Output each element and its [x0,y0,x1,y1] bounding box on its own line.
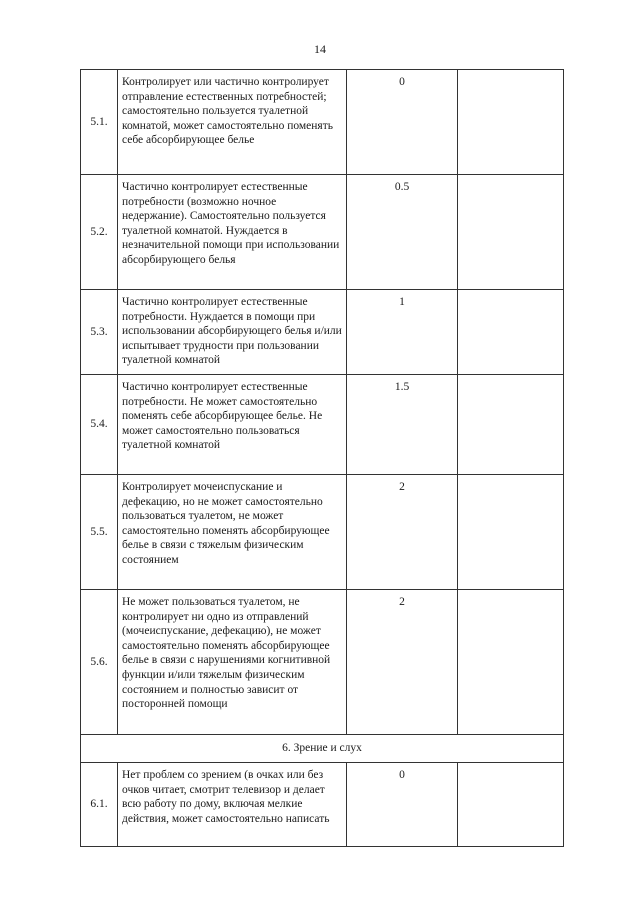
item-empty-cell [458,475,564,590]
table-row [81,475,564,590]
table-row [81,375,564,475]
item-empty-cell [458,290,564,375]
item-empty-cell [458,590,564,735]
item-score: 2 [347,475,458,590]
item-score: 0.5 [347,175,458,290]
item-number: 5.2. [81,175,118,290]
table-row [81,590,564,735]
section-title: 6. Зрение и слух [81,735,564,763]
item-description: Не может пользоваться туалетом, не контролирует ни одно из отправлений (мочеиспускание, дефекацию), не может самостоятельно поменять абсорбирующее белье в связи с нарушениями когнитивной функции и/или тяжелым физическим состоянием и полностью зависит от посторонней помощи [118,590,347,735]
assessment-table [80,69,564,847]
page-number: 14 [314,42,326,56]
item-empty-cell [458,70,564,175]
item-number: 5.4. [81,375,118,475]
item-description: Частично контролирует естественные потребности. Нуждается в помощи при использовании абсорбирующего белья и/или испытывает трудности при пользовании туалетной комнатой [118,290,347,375]
item-number: 5.1. [81,70,118,175]
item-description: Частично контролирует естественные потребности (возможно ночное недержание). Самостоятельно пользуется туалетной комнатой. Нуждается в незначительной помощи при использовании абсорбирующего белья [118,175,347,290]
item-description: Нет проблем со зрением (в очках или без очков читает, смотрит телевизор и делает всю работу по дому, включая мелкие действия, может самостоятельно написать [118,763,347,847]
item-score: 2 [347,590,458,735]
item-score: 0 [347,763,458,847]
item-number: 5.5. [81,475,118,590]
table-row [81,763,564,847]
item-empty-cell [458,375,564,475]
item-empty-cell [458,175,564,290]
item-score: 1 [347,290,458,375]
item-score: 1.5 [347,375,458,475]
item-description: Частично контролирует естественные потребности. Не может самостоятельно поменять себе абсорбирующее белье. Не может самостоятельно пользоваться туалетной комнатой [118,375,347,475]
section-header-row [81,735,564,763]
item-score: 0 [347,70,458,175]
item-number: 5.3. [81,290,118,375]
item-description: Контролирует или частично контролирует отправление естественных потребностей; самостоятельно пользуется туалетной комнатой, может самостоятельно поменять себе абсорбирующее белье [118,70,347,175]
table-row [81,70,564,175]
item-number: 6.1. [81,763,118,847]
item-description: Контролирует мочеиспускание и дефекацию, но не может самостоятельно пользоваться туалетом, не может самостоятельно поменять абсорбирующее белье в связи с тяжелым физическим состоянием [118,475,347,590]
table-row [81,290,564,375]
table-row [81,175,564,290]
item-empty-cell [458,763,564,847]
item-number: 5.6. [81,590,118,735]
